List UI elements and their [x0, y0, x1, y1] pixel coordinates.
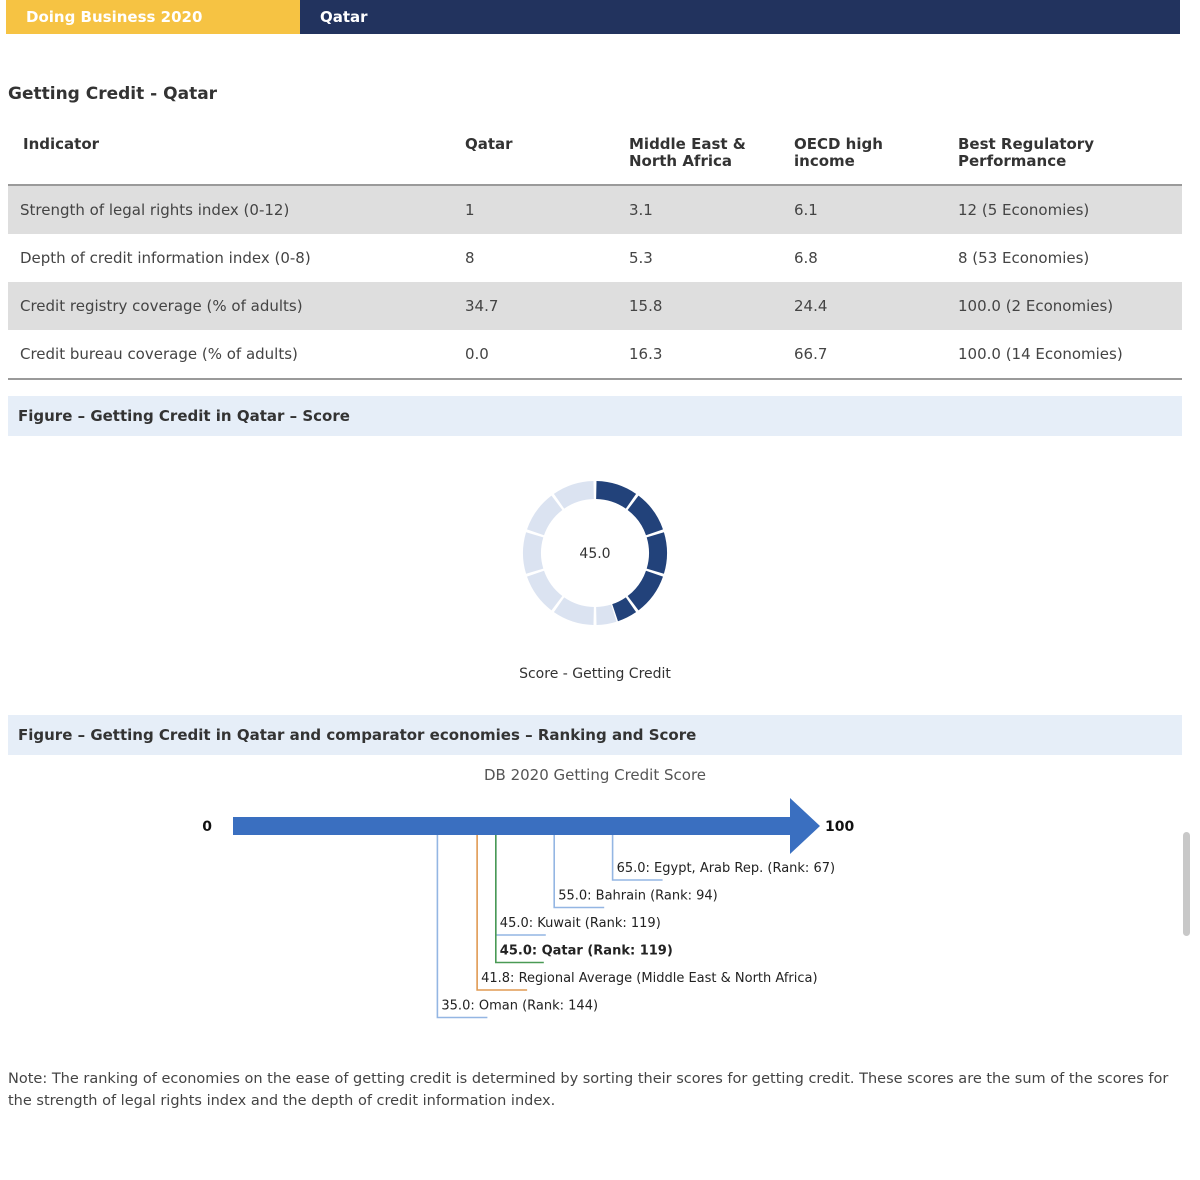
ranking-label: 45.0: Qatar (Rank: 119): [499, 943, 673, 959]
indicator-table: [8, 126, 1182, 380]
donut-segment-filled: [596, 481, 636, 509]
donut-svg: [518, 476, 672, 630]
cell-oecd: 66.7: [782, 330, 946, 379]
donut-segment-empty: [527, 496, 562, 536]
score-donut-chart: [518, 476, 672, 630]
figure-ranking-title: Figure – Getting Credit in Qatar and comparator economies – Ranking and Score: [8, 715, 1182, 755]
table-header-row: [8, 126, 1182, 185]
cell-qatar: 0.0: [453, 330, 617, 379]
cell-qatar: 34.7: [453, 282, 617, 330]
cell-best: 12 (5 Economies): [946, 185, 1182, 234]
ranking-label: 45.0: Kuwait (Rank: 119): [499, 916, 661, 931]
score-axis-arrow: [233, 798, 820, 854]
donut-segment-empty: [554, 481, 594, 509]
donut-segment-empty: [527, 571, 562, 611]
cell-indicator: Depth of credit information index (0-8): [20, 249, 311, 267]
cell-indicator: Credit registry coverage (% of adults): [8, 282, 453, 330]
header-qatar: Qatar: [453, 126, 617, 185]
cell-mena: 16.3: [617, 330, 782, 379]
donut-segment-filled: [628, 571, 663, 611]
scrollbar[interactable]: [1183, 832, 1190, 936]
header-mena: Middle East & North Africa: [617, 126, 782, 185]
figure-score-title: Figure – Getting Credit in Qatar – Score: [8, 396, 1182, 436]
table-row: [8, 185, 1182, 234]
cell-qatar: 1: [453, 185, 617, 234]
table-row: [8, 234, 1182, 282]
ranking-label: 35.0: Oman (Rank: 144): [441, 998, 599, 1014]
section-title: Getting Credit - Qatar: [8, 84, 218, 104]
donut-segment-empty: [523, 532, 543, 574]
cell-best: 100.0 (14 Economies): [946, 330, 1182, 379]
cell-oecd: 24.4: [782, 282, 946, 330]
note-text: Note: The ranking of economies on the ease of getting credit is determined by sorting their scores for getting credit. These scores are the sum of the scores for the strength of legal rights index and the depth of credit information index.: [8, 1071, 1169, 1109]
header-oecd: OECD high income: [782, 126, 946, 185]
cell-mena: 5.3: [629, 249, 653, 267]
cell-qatar: 8: [465, 249, 475, 267]
cell-oecd: 6.8: [794, 249, 818, 267]
ranking-label: 65.0: Egypt, Arab Rep. (Rank: 67): [616, 861, 836, 876]
cell-mena: 3.1: [617, 185, 782, 234]
cell-indicator: Strength of legal rights index (0-12): [8, 185, 453, 234]
report-series-label: Doing Business 2020: [6, 0, 300, 34]
cell-best: 8 (53 Economies): [958, 249, 1090, 267]
ranking-chart: [190, 790, 855, 1030]
cell-oecd: 6.1: [782, 185, 946, 234]
donut-center-value: 45.0: [579, 546, 611, 562]
ranking-label: 41.8: Regional Average (Middle East & North Africa): [481, 971, 818, 986]
report-header: [6, 0, 1180, 34]
donut-segment-filled: [647, 532, 667, 574]
header-best: Best Regulatory Performance: [946, 126, 1182, 185]
ranking-leader-line: [477, 835, 527, 990]
axis-min-label: 0: [202, 819, 212, 835]
economy-label: Qatar: [300, 0, 1180, 34]
cell-indicator: Credit bureau coverage (% of adults): [8, 330, 453, 379]
cell-best: 100.0 (2 Economies): [946, 282, 1182, 330]
table-row: [8, 330, 1182, 379]
axis-max-label: 100: [825, 819, 855, 835]
table-row: [8, 282, 1182, 330]
donut-segment-empty: [554, 597, 594, 625]
cell-mena: 15.8: [617, 282, 782, 330]
donut-caption: Score - Getting Credit: [519, 666, 671, 682]
ranking-chart-title: DB 2020 Getting Credit Score: [483, 766, 707, 784]
donut-segment-filled: [628, 496, 663, 536]
header-indicator: Indicator: [8, 126, 453, 185]
ranking-label: 55.0: Bahrain (Rank: 94): [558, 888, 718, 904]
